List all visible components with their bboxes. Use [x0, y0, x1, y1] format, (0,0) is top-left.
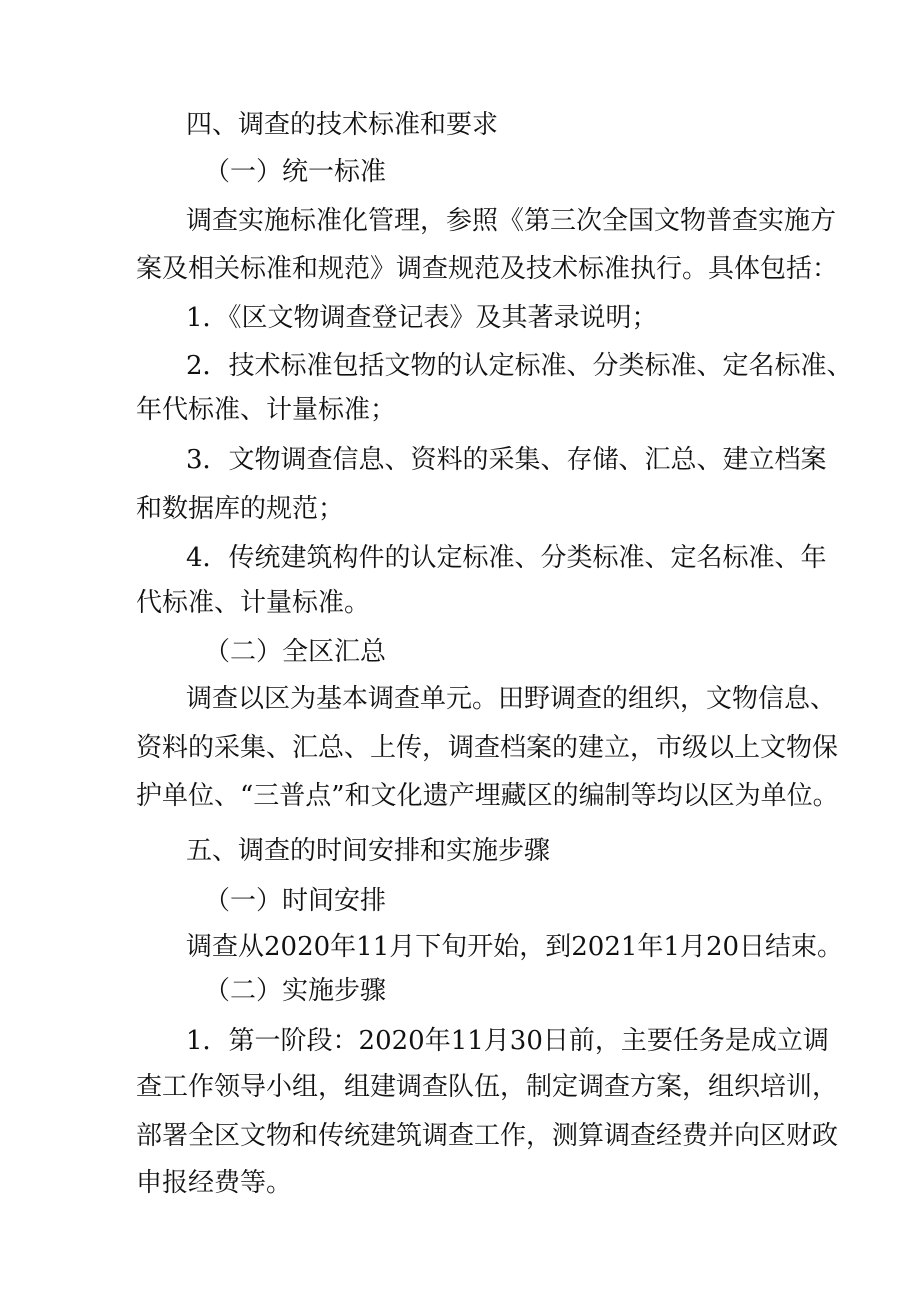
- paragraph-line: 调查实施标准化管理，参照《第三次全国文物普查实施方: [186, 206, 837, 236]
- paragraph-line: 部署全区文物和传统建筑调查工作，测算调查经费并向区财政: [136, 1121, 839, 1151]
- paragraph-line: 护单位、“三普点”和文化遗产埋藏区的编制等均以区为单位。: [136, 781, 839, 811]
- list-item-phase-1: 1．第一阶段：2020年11月30日前，主要任务是成立调: [186, 1026, 829, 1056]
- paragraph-line: 调查从2020年11月下旬开始，到2021年1月20日结束。: [186, 932, 844, 962]
- section-heading-four: 四、调查的技术标准和要求: [186, 110, 499, 140]
- subheading-unified-standard: （一）统一标准: [204, 157, 387, 187]
- paragraph-line: 年代标准、计量标准；: [136, 395, 397, 425]
- list-item-3: 3．文物调查信息、资料的采集、存储、汇总、建立档案: [186, 445, 827, 475]
- paragraph-line: 代标准、计量标准。: [136, 588, 371, 618]
- paragraph-line: 案及相关标准和规范》调查规范及技术标准执行。具体包括：: [136, 254, 839, 284]
- paragraph-line: 查工作领导小组，组建调查队伍，制定调查方案，组织培训，: [136, 1072, 839, 1102]
- subheading-time-schedule: （一）时间安排: [204, 886, 387, 916]
- list-item-2: 2．技术标准包括文物的认定标准、分类标准、定名标准、: [186, 351, 853, 381]
- list-item-4: 4．传统建筑构件的认定标准、分类标准、定名标准、年: [186, 543, 827, 573]
- paragraph-line: 和数据库的规范；: [136, 494, 345, 524]
- paragraph-line: 申报经费等。: [136, 1168, 293, 1198]
- subheading-district-summary: （二）全区汇总: [204, 637, 387, 667]
- paragraph-line: 调查以区为基本调查单元。田野调查的组织，文物信息、: [186, 684, 837, 714]
- subheading-implementation-steps: （二）实施步骤: [204, 976, 387, 1006]
- paragraph-line: 资料的采集、汇总、上传，调查档案的建立，市级以上文物保: [136, 733, 839, 763]
- section-heading-five: 五、调查的时间安排和实施步骤: [186, 836, 551, 866]
- list-item-1: 1．《区文物调查登记表》及其著录说明；: [186, 303, 658, 333]
